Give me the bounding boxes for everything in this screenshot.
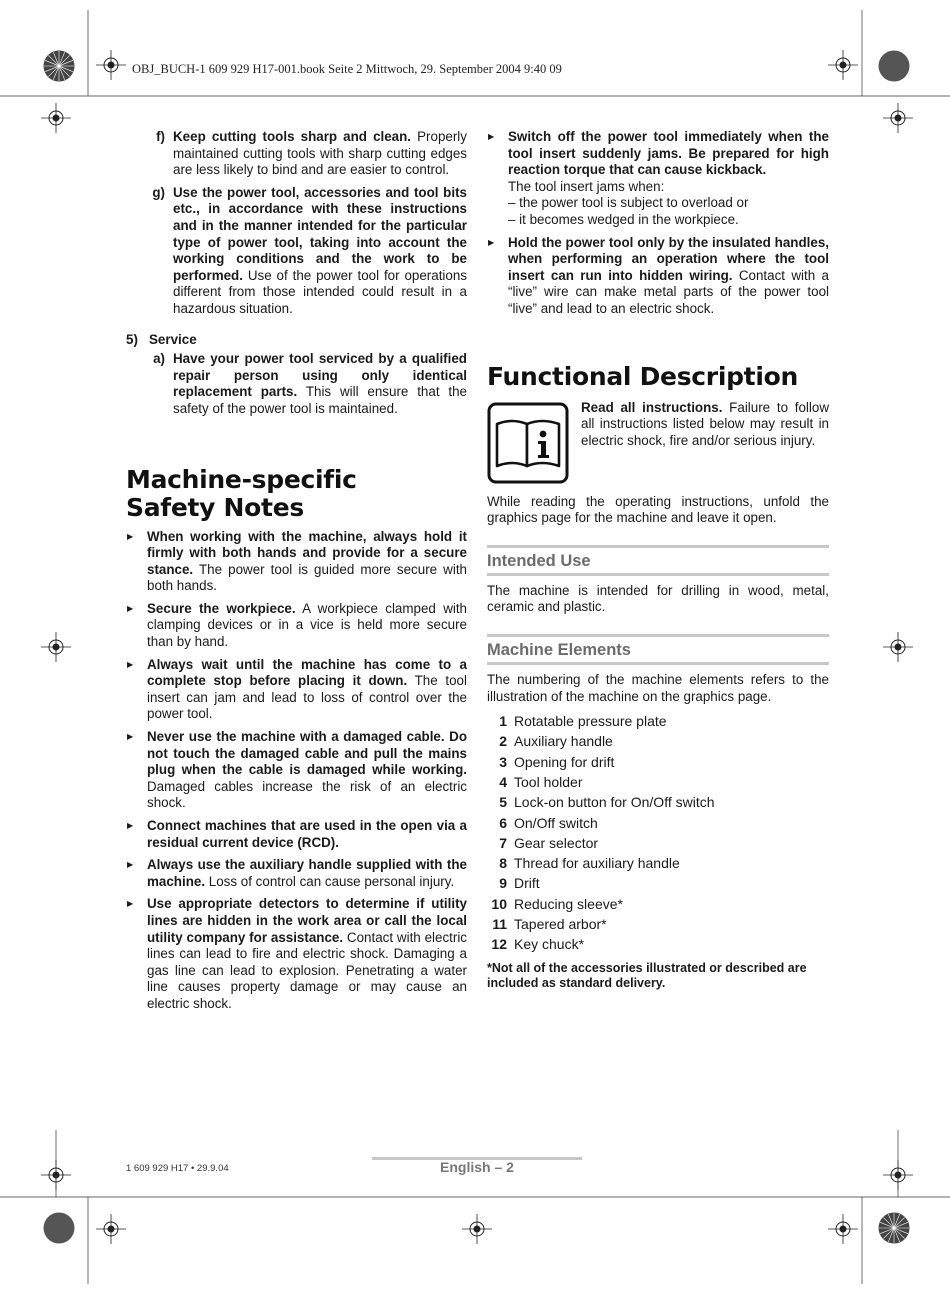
item-letter: g) xyxy=(152,184,165,200)
element-label: Opening for drift xyxy=(514,753,615,770)
item-text: – it becomes wedged in the workpiece. xyxy=(508,211,739,227)
element-number: 12 xyxy=(491,936,507,953)
list-item xyxy=(487,833,829,853)
element-label: Drift xyxy=(514,875,540,892)
item-text: This will ensure that the safety of the power tool is maintained. xyxy=(173,384,468,416)
item-text: The tool insert jams when: xyxy=(508,178,665,194)
element-number: 1 xyxy=(499,713,507,730)
triangle-bullet-icon: ▶ xyxy=(127,821,134,830)
item-text: Damaged cables increase the risk of an electric shock. xyxy=(147,778,467,811)
list-item xyxy=(487,235,829,318)
list-item xyxy=(487,853,829,873)
element-label: Thread for auxiliary handle xyxy=(514,855,680,872)
item-text: Loss of control can cause personal injury. xyxy=(205,873,455,889)
item-bold-text: Hold the power tool only by the insulated handles, when performing an operation where the tool insert can run into hidden wiring. xyxy=(508,234,829,283)
item-bold-text: Always wait until the machine has come to a complete stop before placing it down. xyxy=(147,656,467,689)
read-bold: Read all instructions. xyxy=(581,399,723,415)
footer-doc-code: 1 609 929 H17 • 29.9.04 xyxy=(126,1163,229,1174)
element-label: Key chuck* xyxy=(514,936,585,953)
read-instructions-text xyxy=(581,400,829,484)
element-number: 8 xyxy=(499,855,507,872)
intended-use-paragraph: The machine is intended for drilling in wood, metal, ceramic and plastic. xyxy=(487,582,829,615)
list-item xyxy=(126,657,467,723)
element-label: Reducing sleeve* xyxy=(514,895,623,912)
item-text: Contact with electric lines can lead to fire and electric shock. Damaging a gas line can lead to explosion. Penetrating a water line causes property damage or may cause an electric shock. xyxy=(147,929,467,1011)
list-item-a xyxy=(126,351,467,417)
item-bold-text: Use the power tool, accessories and tool bits etc., in accordance with these instructions and in the manner intended for the particular type of power tool, taking into account the working conditions and the work to be performed. xyxy=(173,184,467,283)
page-number: English – 2 xyxy=(440,1159,514,1175)
accessories-note: *Not all of the accessories illustrated or described are included as standard delivery. xyxy=(487,960,807,991)
read-instructions-block xyxy=(487,400,829,484)
item-bold-text: Secure the workpiece. xyxy=(147,600,296,616)
list-item xyxy=(487,752,829,772)
unfold-paragraph: While reading the operating instructions, unfold the graphics page for the machine and leave it open. xyxy=(487,493,829,526)
list-item xyxy=(487,731,829,751)
book-info-icon xyxy=(487,402,569,484)
element-number: 10 xyxy=(491,895,507,912)
element-number: 2 xyxy=(499,733,507,750)
list-item xyxy=(487,894,829,914)
print-header: OBJ_BUCH-1 609 929 H17-001.book Seite 2 Mittwoch, 29. September 2004 9:40 09 xyxy=(132,62,562,76)
item-bold-text: Have your power tool serviced by a qualified repair person using only identical replacement parts. xyxy=(173,351,467,400)
section-title: Service xyxy=(149,331,197,347)
list-item xyxy=(487,772,829,792)
triangle-bullet-icon: ▶ xyxy=(488,237,495,247)
section-heading-service xyxy=(126,332,467,349)
triangle-bullet-icon: ▶ xyxy=(127,899,134,909)
list-item xyxy=(487,914,829,934)
item-bold-text: Never use the machine with a damaged cable. Do not touch the damaged cable and pull the mains plug when the cable is damaged while working. xyxy=(147,729,467,778)
list-item xyxy=(487,873,829,893)
element-number: 3 xyxy=(499,753,507,770)
heading-machine-specific-safety-notes xyxy=(126,466,467,522)
triangle-bullet-icon: ▶ xyxy=(127,860,134,870)
heading-line: Machine-specific xyxy=(126,464,357,494)
list-item-f xyxy=(126,129,467,179)
list-item xyxy=(487,934,829,954)
list-item xyxy=(126,729,467,812)
element-label: Gear selector xyxy=(514,834,599,851)
list-item xyxy=(487,813,829,833)
heading-machine-elements: Machine Elements xyxy=(487,634,829,665)
machine-elements-list xyxy=(487,711,829,955)
element-number: 11 xyxy=(492,916,507,933)
item-letter: f) xyxy=(156,129,165,144)
element-label: On/Off switch xyxy=(514,814,598,831)
item-bold-text: Always use the auxiliary handle supplied with the machine. xyxy=(147,857,467,889)
heading-intended-use: Intended Use xyxy=(487,545,829,576)
right-column xyxy=(487,129,829,992)
heading-line: Safety Notes xyxy=(126,492,304,522)
left-column xyxy=(126,129,467,1019)
list-item xyxy=(487,711,829,731)
list-item xyxy=(126,529,467,595)
element-label: Rotatable pressure plate xyxy=(514,713,667,730)
element-label: Tapered arbor* xyxy=(514,916,607,933)
element-number: 5 xyxy=(499,794,507,811)
item-text: The tool insert can jam and lead to loss of control over the power tool. xyxy=(147,673,467,722)
item-text: – the power tool is subject to overload or xyxy=(508,195,749,211)
list-item xyxy=(126,818,467,851)
tool-notes-list xyxy=(487,129,829,318)
item-bold-text: When working with the machine, always hold it firmly with both hands and provide for a secure stance. xyxy=(147,528,467,577)
list-item xyxy=(126,857,467,890)
element-number: 6 xyxy=(499,814,507,831)
list-item xyxy=(487,792,829,812)
item-text: Contact with a “live” wire can make metal parts of the power tool “live” and lead to an electric shock. xyxy=(508,267,829,316)
read-text: Failure to follow all instructions listed below may result in electric shock, fire and/or serious injury. xyxy=(581,399,829,448)
item-text: A workpiece clamped with clamping devices or in a vice is held more secure than by hand. xyxy=(147,600,468,650)
triangle-bullet-icon: ▶ xyxy=(127,732,134,742)
item-text: Properly maintained cutting tools with sharp cutting edges are less likely to bind and are easier to control. xyxy=(173,129,467,178)
list-item xyxy=(487,129,829,229)
item-bold-text: Connect machines that are used in the open via a residual current device (RCD). xyxy=(147,818,467,850)
item-bold-text: Use appropriate detectors to determine if utility lines are hidden in the work area or call the local utility company for assistance. xyxy=(147,896,467,945)
list-item xyxy=(126,601,467,651)
element-number: 9 xyxy=(499,875,507,892)
item-text: The power tool is guided more secure with both hands. xyxy=(147,561,467,594)
element-label: Lock-on button for On/Off switch xyxy=(514,794,715,811)
machine-elements-paragraph: The numbering of the machine elements refers to the illustration of the machine on the graphics page. xyxy=(487,671,829,704)
element-label: Auxiliary handle xyxy=(514,733,613,750)
safety-notes-list xyxy=(126,529,467,1013)
element-number: 4 xyxy=(499,773,507,790)
item-text: Use of the power tool for operations different from those intended could result in a hazardous situation. xyxy=(173,267,467,316)
triangle-bullet-icon: ▶ xyxy=(127,659,134,669)
triangle-bullet-icon: ▶ xyxy=(127,603,134,613)
triangle-bullet-icon: ▶ xyxy=(127,531,134,541)
list-item-g xyxy=(126,185,467,318)
item-bold-text: Switch off the power tool immediately when the tool insert suddenly jams. Be prepared for high reaction torque that can cause kickback. xyxy=(508,129,829,178)
item-bold-text: Keep cutting tools sharp and clean. xyxy=(173,129,412,144)
item-letter: a) xyxy=(153,351,165,367)
heading-functional-description: Functional Description xyxy=(487,361,798,391)
element-number: 7 xyxy=(499,834,507,851)
section-number: 5) xyxy=(126,331,138,347)
list-item xyxy=(126,896,467,1012)
triangle-bullet-icon: ▶ xyxy=(488,132,495,141)
element-label: Tool holder xyxy=(514,773,583,790)
